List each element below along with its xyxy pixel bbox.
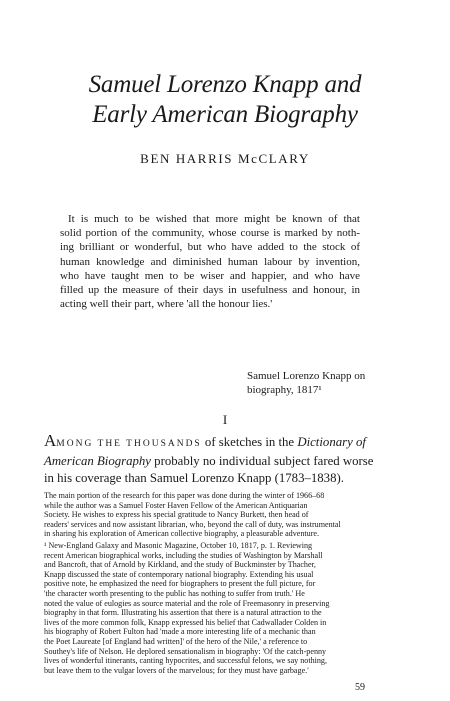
attribution-line: Samuel Lorenzo Knapp on: [247, 370, 366, 382]
epigraph-line: who have taught men to be wiser and happier, and who have: [60, 269, 360, 282]
footnote-line: but leave them to the vulgar lovers of the marvelous; for they must have garbage.': [44, 665, 309, 675]
acknowledgment-line: readers' services and now assistant librarian, who, beyond the call of duty, was instrumental: [44, 519, 341, 529]
opening-line: in his coverage than Samuel Lorenzo Knapp (1783–1838).: [44, 471, 344, 485]
attribution-line: biography, 1817¹: [247, 384, 322, 397]
article-title-line-1: Samuel Lorenzo Knapp and: [88, 71, 362, 98]
epigraph-line: filled up the measure of their days in usefulness and honour, in: [60, 284, 360, 297]
epigraph: [60, 212, 360, 311]
dictionary-title-cont: American Biography: [44, 454, 151, 468]
epigraph-line: ing brilliant or wonderful, but who have added to the stock of: [60, 241, 360, 254]
footnote-line: ¹ New-England Galaxy and Masonic Magazine, October 10, 1817, p. 1. Reviewing: [44, 540, 313, 550]
author-byline: BEN HARRIS McCLARY: [140, 151, 310, 166]
footnote-line: 'the character worth presenting to the public has nothing to suffer from truth.' He: [44, 588, 305, 598]
small-caps-lead: MONG THE THOUSANDS: [56, 439, 202, 449]
footnote-line: lives of wonderful itinerants, canting hypocrites, and successful felons, we say nothing,: [44, 656, 327, 666]
footnote-line: recent American biographical works, including the studies of Washington by Marshall: [44, 550, 323, 560]
opening-line: [44, 432, 369, 453]
epigraph-line: It is much to be wished that more might be known of that: [68, 213, 360, 225]
footnotes: [44, 491, 370, 675]
epigraph-line: acting well their part, where 'all the honour lies.': [60, 298, 273, 311]
article-title-line-2: Early American Biography: [92, 101, 358, 128]
opening-line: [44, 453, 374, 470]
footnote-line: lives of the more common folk, Knapp expressed his belief that Cadwallader Colden in: [44, 617, 327, 627]
footnote-line: noted the value of eulogies as source material and the role of Freemasonry in preserving: [44, 598, 330, 608]
drop-cap: A: [44, 431, 57, 450]
opening-paragraph: [44, 431, 374, 487]
acknowledgment-line: in sharing his exploration of American collective biography, a pleasurable adventure.: [44, 529, 320, 539]
acknowledgment-line: Society. He wishes to express his special gratitude to Nancy Burkett, then head of: [44, 510, 309, 520]
acknowledgment-line: while the author was a Samuel Foster Haven Fellow of the American Antiquarian: [44, 500, 308, 510]
footnote-line: Knapp discussed the state of contemporary national biography. Extending his usual: [44, 569, 314, 579]
acknowledgment-line: The main portion of the research for this paper was done during the winter of 1966–68: [44, 491, 325, 500]
footnote-line: his biography of Robert Fulton had 'made a more interesting life of a mechanic than: [44, 627, 316, 637]
epigraph-line: solid portion of the community, whose course is marked by noth-: [60, 227, 360, 240]
epigraph-attribution: [247, 369, 365, 397]
footnote-line: Southey's life of Nelson. He deplored sensationalism in biography: 'Of the catch-penny: [44, 646, 327, 656]
footnote-line: positive note, he emphasized the need for biographers to present the full picture, for: [44, 579, 316, 589]
dictionary-title: Dictionary of: [297, 435, 366, 449]
footnote-line: biography in that form. Illustrating his assertion that there is a natural attraction to the: [44, 608, 322, 618]
opening-text: of sketches in the: [201, 435, 298, 449]
footnote-line: the Poet Laureate [of England had written]' of the hero of the Nile,' a reference to: [44, 636, 308, 646]
section-numeral: I: [222, 412, 228, 427]
opening-text: probably no individual subject fared worse: [150, 454, 374, 468]
page-number: 59: [355, 682, 365, 693]
epigraph-line: human knowledge and diminished human labour by invention,: [60, 255, 360, 268]
footnote-line: and Bancroft, that of Arnold by Kirkland, and the study of Buckminster by Thacher,: [44, 560, 316, 570]
